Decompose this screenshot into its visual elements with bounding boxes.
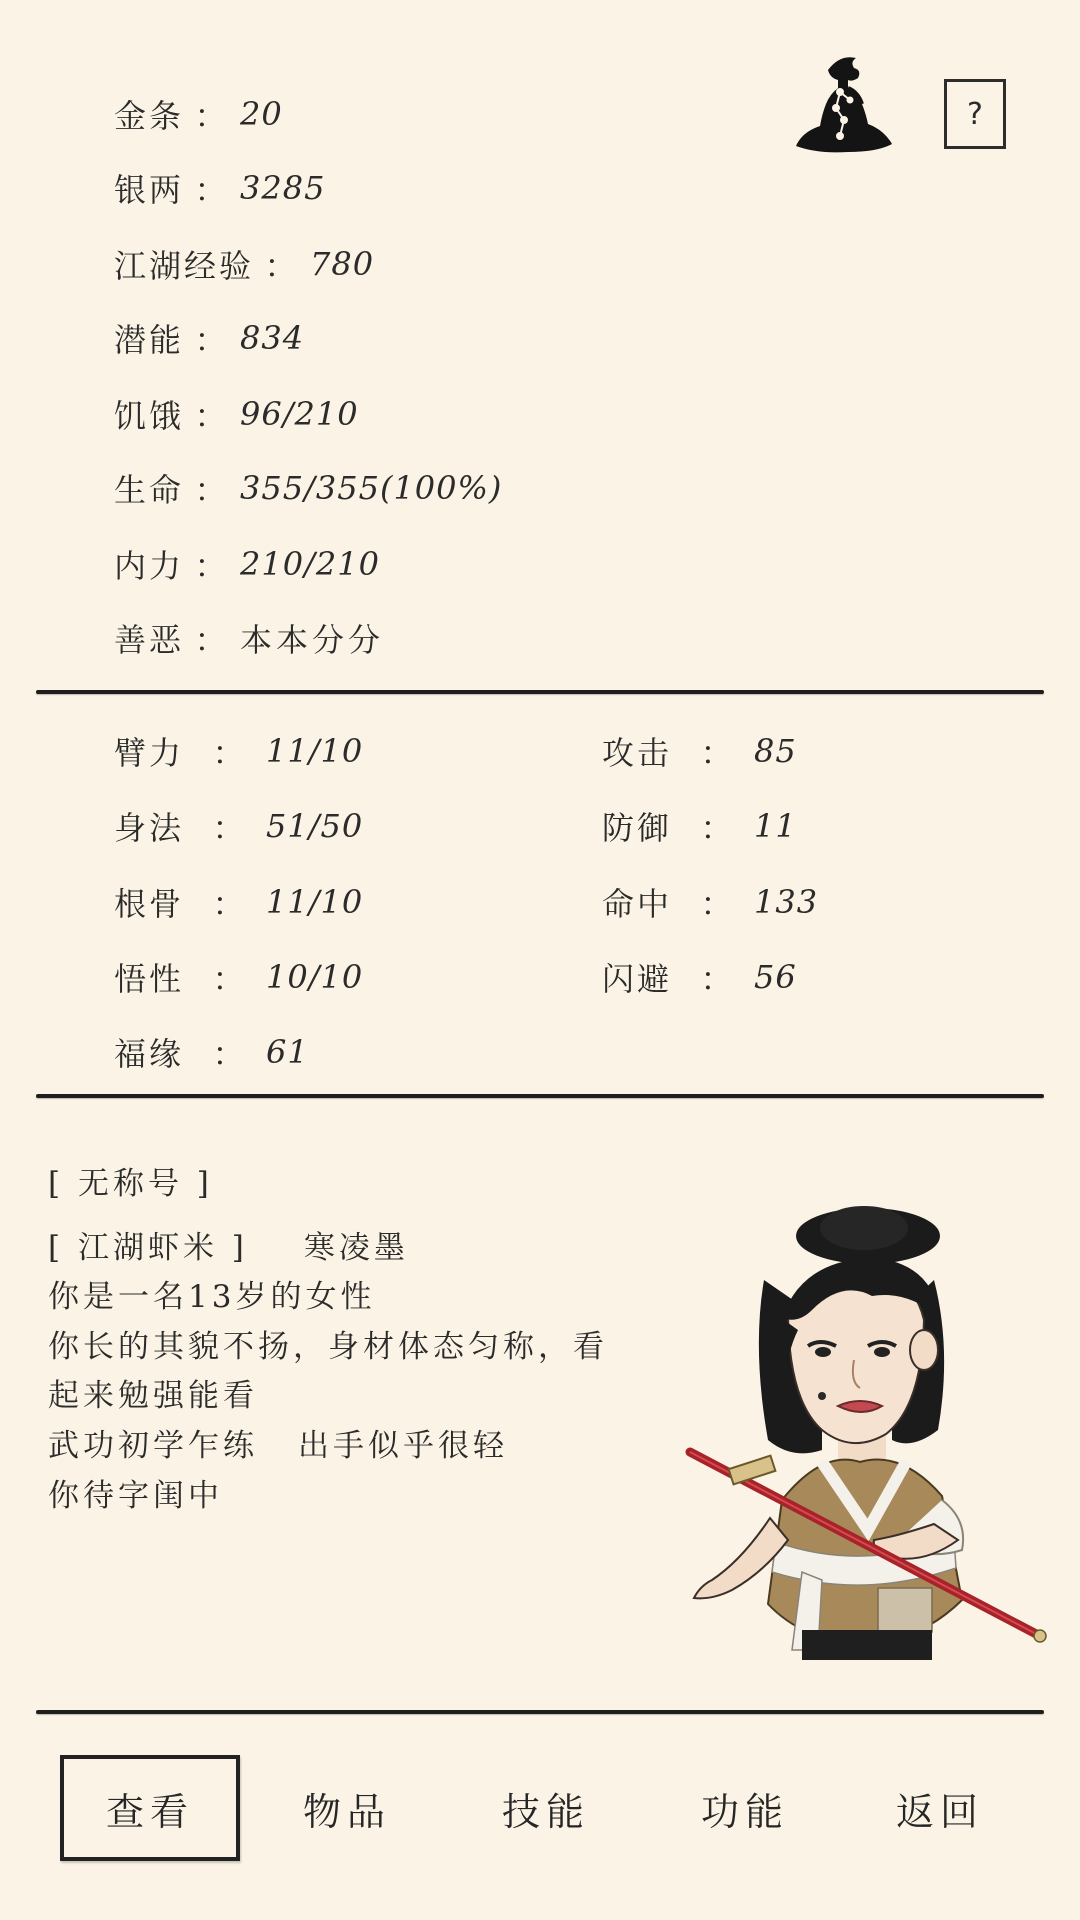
nav-back-button[interactable]: 返回: [895, 1789, 984, 1834]
attr-attack: [602, 725, 797, 777]
stat-gold: [114, 88, 283, 140]
attr-colon: ：: [212, 960, 248, 998]
stat-colon: ：: [194, 97, 230, 135]
attr-colon: ：: [212, 885, 248, 923]
attr-strength: [114, 725, 363, 777]
attr-label: 攻击: [602, 734, 673, 772]
stat-hunger: [114, 388, 359, 440]
attr-label: 防御: [602, 809, 673, 847]
attr-label: 闪避: [602, 960, 673, 998]
stat-morality: [114, 612, 384, 664]
nav-skills-button[interactable]: 技能: [501, 1789, 590, 1834]
attr-colon: ：: [700, 885, 736, 923]
attr-label: 臂力: [114, 734, 185, 772]
stat-value: 834: [240, 319, 305, 357]
stat-label: 内力: [114, 547, 185, 585]
stat-inner-power: [114, 538, 380, 590]
nav-functions-button[interactable]: 功能: [700, 1789, 789, 1834]
attr-value: 11: [754, 807, 797, 845]
description-line: 你是一名13岁的女性: [48, 1279, 376, 1315]
attr-colon: ：: [700, 809, 736, 847]
stat-experience: [114, 238, 374, 290]
attr-defense: [602, 800, 797, 852]
nav-view-button[interactable]: 查看: [60, 1755, 240, 1861]
attr-label: 福缘: [114, 1035, 185, 1073]
stat-colon: ：: [194, 471, 230, 509]
stat-colon: ：: [264, 247, 300, 285]
stat-health: [114, 462, 502, 514]
attr-evasion: [602, 951, 797, 1003]
attr-colon: ：: [212, 1035, 248, 1073]
character-portrait: [672, 1200, 1058, 1660]
attr-comprehension: [114, 951, 363, 1003]
stat-value: 355/355(100%): [240, 469, 503, 507]
attr-value: 11/10: [266, 732, 364, 770]
attr-agility: [114, 800, 363, 852]
attr-value: 85: [754, 732, 797, 770]
stat-label: 银两: [114, 171, 185, 209]
meditation-emblem-icon: [788, 48, 898, 162]
attr-value: 61: [266, 1033, 309, 1071]
attr-label: 身法: [114, 809, 185, 847]
attr-label: 悟性: [114, 960, 185, 998]
stat-value: 20: [240, 95, 283, 133]
stat-value: 780: [310, 245, 375, 283]
stat-silver: [114, 162, 325, 214]
character-title: [ 无称号 ]: [48, 1166, 213, 1202]
stat-label: 金条: [114, 97, 185, 135]
stat-colon: ：: [194, 547, 230, 585]
attr-value: 56: [754, 958, 797, 996]
attr-fortune: [114, 1026, 309, 1078]
help-button[interactable]: ?: [944, 79, 1006, 149]
description-line: 你待字闺中: [48, 1478, 223, 1514]
attr-value: 51/50: [266, 807, 364, 845]
section-divider: [36, 1710, 1044, 1714]
stat-value: 210/210: [240, 545, 380, 583]
character-rank: [ 江湖虾米 ]: [48, 1230, 248, 1266]
attr-value: 133: [754, 883, 819, 921]
martial-hand-weight: 出手似乎很轻: [298, 1428, 508, 1464]
martial-skill-level: 武功初学乍练: [48, 1428, 258, 1464]
stat-label: 江湖经验: [114, 247, 255, 285]
stat-value: 3285: [240, 169, 326, 207]
stat-value: 本本分分: [240, 621, 385, 659]
attr-label: 根骨: [114, 885, 185, 923]
attr-colon: ：: [212, 809, 248, 847]
stat-label: 饥饿: [114, 397, 185, 435]
stat-value: 96/210: [240, 395, 359, 433]
attr-colon: ：: [212, 734, 248, 772]
character-name: 寒凌墨: [303, 1230, 409, 1266]
attr-label: 命中: [602, 885, 673, 923]
attr-colon: ：: [700, 734, 736, 772]
attr-value: 10/10: [266, 958, 364, 996]
stat-colon: ：: [194, 397, 230, 435]
stat-colon: ：: [194, 621, 230, 659]
stat-potential: [114, 312, 304, 364]
stat-label: 潜能: [114, 321, 185, 359]
nav-items-button[interactable]: 物品: [302, 1789, 391, 1834]
stat-label: 生命: [114, 471, 185, 509]
stat-colon: ：: [194, 171, 230, 209]
stat-label: 善恶: [114, 621, 185, 659]
attr-value: 11/10: [266, 883, 364, 921]
stat-colon: ：: [194, 321, 230, 359]
attr-colon: ：: [700, 960, 736, 998]
description-line: 你长的其貌不扬，身材体态匀称，看: [48, 1329, 608, 1365]
attr-constitution: [114, 876, 363, 928]
section-divider: [36, 690, 1044, 694]
character-rank-name: [48, 1226, 409, 1270]
section-divider: [36, 1094, 1044, 1098]
description-martial: [48, 1424, 508, 1468]
attr-accuracy: [602, 876, 818, 928]
description-line: 起来勉强能看: [48, 1378, 258, 1414]
